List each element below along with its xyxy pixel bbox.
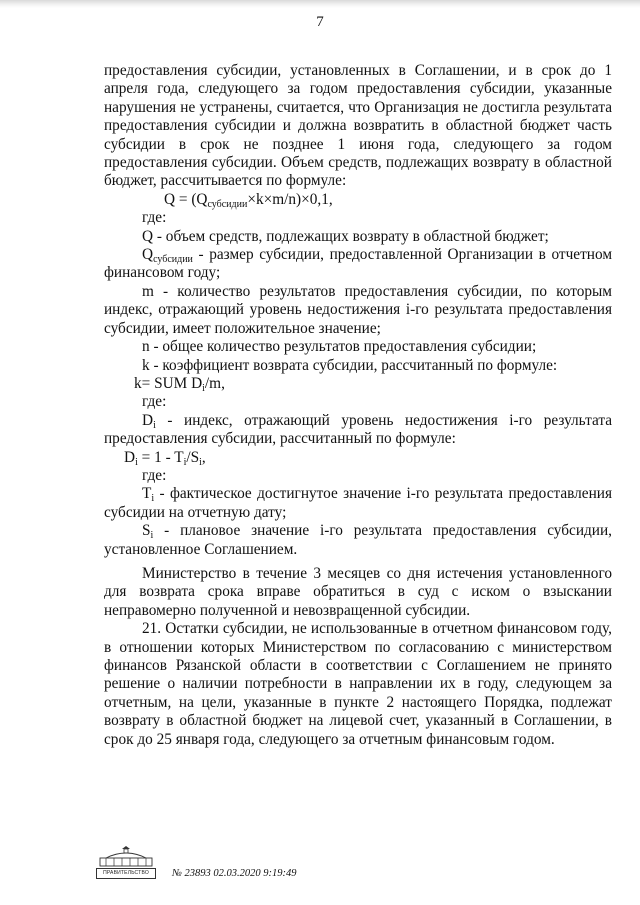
government-stamp-icon: [92, 846, 160, 882]
page-number: 7: [316, 14, 324, 30]
definition-ti-sub: i: [151, 493, 155, 505]
formula-q-sub: субсидии: [207, 198, 248, 210]
where-label: где:: [142, 393, 167, 411]
definition-di: [104, 412, 612, 449]
definition-ti-symbol: T: [142, 485, 152, 503]
definition-si-sub: i: [150, 530, 154, 542]
definition-n: n - общее количество результатов предоставления субсидии;: [142, 338, 537, 356]
definition-k: k - коэффициент возврата субсидии, рассчитанный по формуле:: [142, 356, 558, 374]
formula-di-c-sub: i: [199, 456, 202, 468]
paragraph-ministry-court: Министерство в течение 3 месяцев со дня истечения установленного для возврата срока вправе обратиться в суд с иском о взыскании неправомерно полученной и невозвращенной субсидии.: [104, 564, 612, 619]
definition-q-subsidy-text: - размер субсидии, предоставленной Организации в отчетном финансовом году;: [104, 246, 612, 282]
definition-q-subsidy: [104, 246, 612, 283]
definition-di-text: - индекс, отражающий уровень недостижения i-го результата предоставления субсидии, рассчитанный по формуле:: [104, 411, 612, 448]
definition-ti-text: - фактическое достигнутое значение i-го результата предоставления субсидии на отчетную дату;: [104, 485, 612, 521]
definition-si: [104, 522, 612, 559]
definition-di-sub: i: [153, 419, 156, 431]
scan-edge-shadow: [0, 0, 640, 8]
definition-di-symbol: D: [142, 411, 154, 429]
formula-di-c: /S: [186, 448, 200, 466]
definition-ti: [104, 485, 612, 522]
paragraph-21: 21. Остатки субсидии, не использованные в отчетном финансовом году, в отношении которых Министерством по согласованию с министерством финансов Рязанской области в соответствии с Соглашением не принято решение о наличии потребности в направлении их в году, следующем за отчетным, на цели, указанные в пункте 2 настоящего Порядка, подлежат возврату в областной бюджет на лицевой счет, указанный в Соглашении, в срок до 25 января года, следующего за отчетным финансовым годом.: [104, 620, 612, 748]
definition-q: Q - объем средств, подлежащих возврату в областной бюджет;: [142, 227, 549, 245]
formula-di-a: D: [124, 448, 136, 466]
formula-q-right: ×k×m/n)×0,1,: [247, 190, 333, 208]
where-label: где:: [142, 466, 167, 484]
formula-di-b: = 1 - T: [137, 448, 184, 466]
formula-q-left: Q = (Q: [164, 190, 208, 208]
formula-k-left: k= SUM D: [134, 374, 203, 392]
where-label: где:: [142, 209, 167, 227]
definition-q-subsidy-symbol: Q: [142, 246, 154, 264]
document-registration-id: № 23893 02.03.2020 9:19:49: [172, 868, 297, 879]
definition-si-text: - плановое значение i-го результата предоставления субсидии, установленное Соглашением.: [104, 522, 612, 558]
document-footer: [92, 846, 452, 882]
definition-m: m - количество результатов предоставления субсидии, по которым индекс, отражающий уровень недостижения i-го результата предоставления субсидии, имеет положительное значение;: [104, 282, 612, 337]
formula-di-b-sub: i: [183, 456, 187, 468]
definition-si-symbol: S: [142, 522, 151, 540]
formula-di-d: ,: [201, 448, 206, 466]
definition-q-subsidy-sub: субсидии: [153, 254, 193, 266]
document-body: [104, 62, 612, 749]
formula-di-a-sub: i: [135, 456, 138, 468]
stamp-label: ПРАВИТЕЛЬСТВО: [96, 868, 156, 879]
formula-k-right: /m,: [204, 374, 225, 392]
paragraph-continuation: предоставления субсидии, установленных в Соглашении, и в срок до 1 апреля года, следующего за годом предоставления субсидии, указанные нарушения не устранены, считается, что Организация не достигла результата предоставления субсидии и должна возвратить в областной бюджет часть субсидии в срок не позднее 1 июня года, следующего за годом предоставления субсидии. Объем средств, подлежащих возврату в областной бюджет, рассчитывается по формуле:: [104, 62, 612, 190]
formula-k-sub: i: [202, 382, 205, 394]
formula-k: [104, 375, 612, 393]
formula-q: [104, 191, 612, 209]
formula-di: [104, 449, 612, 467]
